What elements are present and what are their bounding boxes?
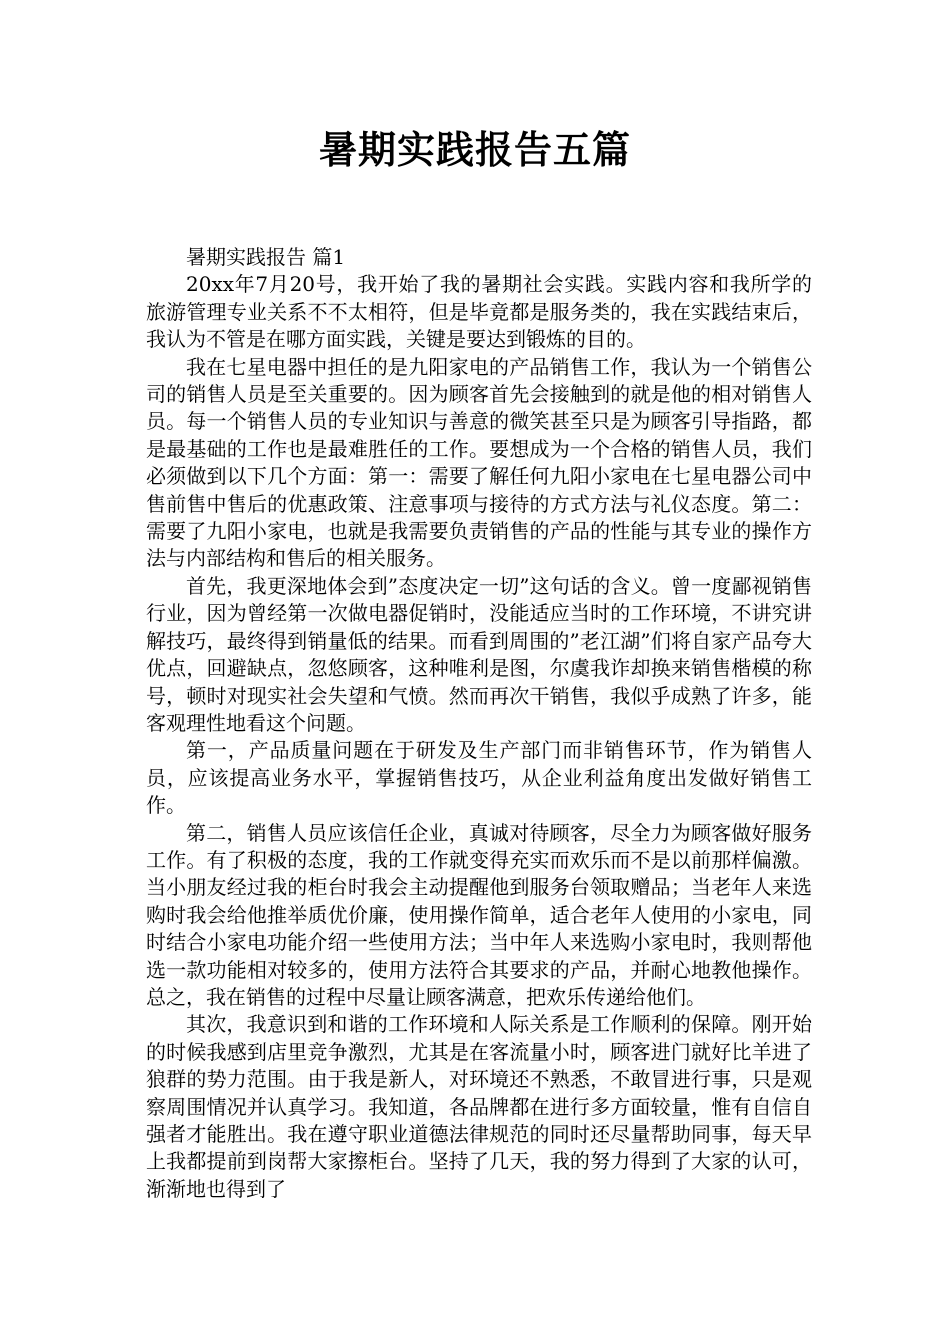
paragraph-3: 首先，我更深地体会到”态度决定一切”这句话的含义。曾一度鄙视销售行业，因为曾经第一次做电器促销时，没能适应当时的工作环境，不讲究讲解技巧，最终得到销量低的结果。而看到周围的”老江湖”们将自家产品夸大优点，回避缺点，忽悠顾客，这种唯利是图，尔虞我诈却换来销售楷模的称号，顿时对现实社会失望和气愤。然而再次干销售，我似乎成熟了许多，能客观理性地看这个问题。	[146, 573, 812, 735]
paragraph-4: 第一，产品质量问题在于研发及生产部门而非销售环节，作为销售人员，应该提高业务水平，掌握销售技巧，从企业利益角度出发做好销售工作。	[146, 738, 812, 818]
document-title: 暑期实践报告五篇	[318, 128, 631, 172]
paragraph-5: 第二，销售人员应该信任企业，真诚对待顾客，尽全力为顾客做好服务工作。有了积极的态度，我的工作就变得充实而欢乐而不是以前那样偏激。当小朋友经过我的柜台时我会主动提醒他到服务台领取赠品；当老年人来选购时我会给他推举质优价廉，使用操作简单，适合老年人使用的小家电，同时结合小家电功能介绍一些使用方法；当中年人来选购小家电时，我则帮他选一款功能相对较多的，使用方法符合其要求的产品，并耐心地教他操作。总之，我在销售的过程中尽量让顾客满意，把欢乐传递给他们。	[146, 820, 812, 1009]
paragraph-2: 我在七星电器中担任的是九阳家电的产品销售工作，我认为一个销售公司的销售人员是至关重要的。因为顾客首先会接触到的就是他的相对销售人员。每一个销售人员的专业知识与善意的微笑甚至只是为顾客引导指路，都是最基础的工作也是最难胜任的工作。要想成为一个合格的销售人员，我们必须做到以下几个方面：第一：需要了解任何九阳小家电在七星电器公司中售前售中售后的优惠政策、注意事项与接待的方式方法与礼仪态度。第二：需要了九阳小家电，也就是我需要负责销售的产品的性能与其专业的操作方法与内部结构和售后的相关服务。	[146, 354, 812, 571]
document-body	[146, 244, 812, 1203]
paragraph-6: 其次，我意识到和谐的工作环境和人际关系是工作顺利的保障。刚开始的时候我感到店里竞争激烈，尤其是在客流量小时，顾客进门就好比羊进了狼群的势力范围。由于我是新人，对环境还不熟悉，不敢冒进行事，只是观察周围情况并认真学习。我知道，各品牌都在进行多方面较量，惟有自信自强者才能胜出。我在遵守职业道德法律规范的同时还尽量帮助同事，每天早上我都提前到岗帮大家擦柜台。坚持了几天，我的努力得到了大家的认可，渐渐地也得到了	[146, 1012, 812, 1201]
paragraph-1: 20xx年7月20号，我开始了我的暑期社会实践。实践内容和我所学的旅游管理专业关系不不太相符，但是毕竟都是服务类的，我在实践结束后，我认为不管是在哪方面实践，关键是要达到锻炼的目的。	[146, 272, 812, 352]
section-heading: 暑期实践报告 篇1	[186, 245, 346, 269]
